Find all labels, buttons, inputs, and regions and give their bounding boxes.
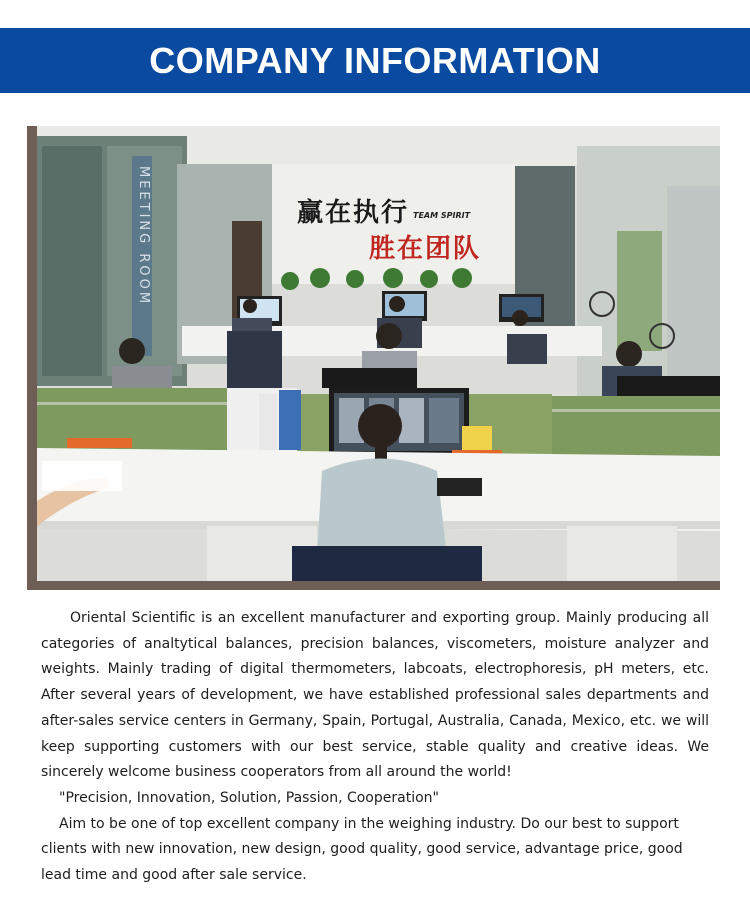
glass-label-wrap xyxy=(129,166,155,356)
sign-slogan-line-1: 赢在执行 xyxy=(297,198,410,228)
description-paragraph-1: Oriental Scientific is an excellent manufacturer and exporting group. Mainly producing all categories of analtytical balances, precision balances, viscometers, moisture analyzer and weights. Mainly trading of digital thermometers, labcoats, electrophoresis, pH meters, etc. After several years of development, we have established professional sales departments and after-sales service centers in Germany, Spain, Portugal, Australia, Canada, Mexico, etc. we will keep supporting customers with our best service, stable quality and creative ideas. We sincerely welcome business cooperators from all around the world! xyxy=(41,610,709,781)
office-photo xyxy=(37,126,720,581)
page-title: COMPANY INFORMATION xyxy=(149,39,601,81)
sign-slogan-line-2: 胜在团队 xyxy=(369,234,482,264)
description-paragraph-2: Aim to be one of top excellent company in the weighing industry. Do our best to support clients with new innovation, new design, good quality, good service, advantage price, good lead time and good after sale service. xyxy=(41,815,683,884)
header-banner xyxy=(0,28,750,93)
meeting-room-label: MEETING ROOM xyxy=(136,166,151,307)
sign-team-spirit: TEAM SPIRIT xyxy=(413,211,471,220)
company-motto: "Precision, Innovation, Solution, Passion, Cooperation" xyxy=(59,789,439,806)
company-description xyxy=(41,606,709,889)
